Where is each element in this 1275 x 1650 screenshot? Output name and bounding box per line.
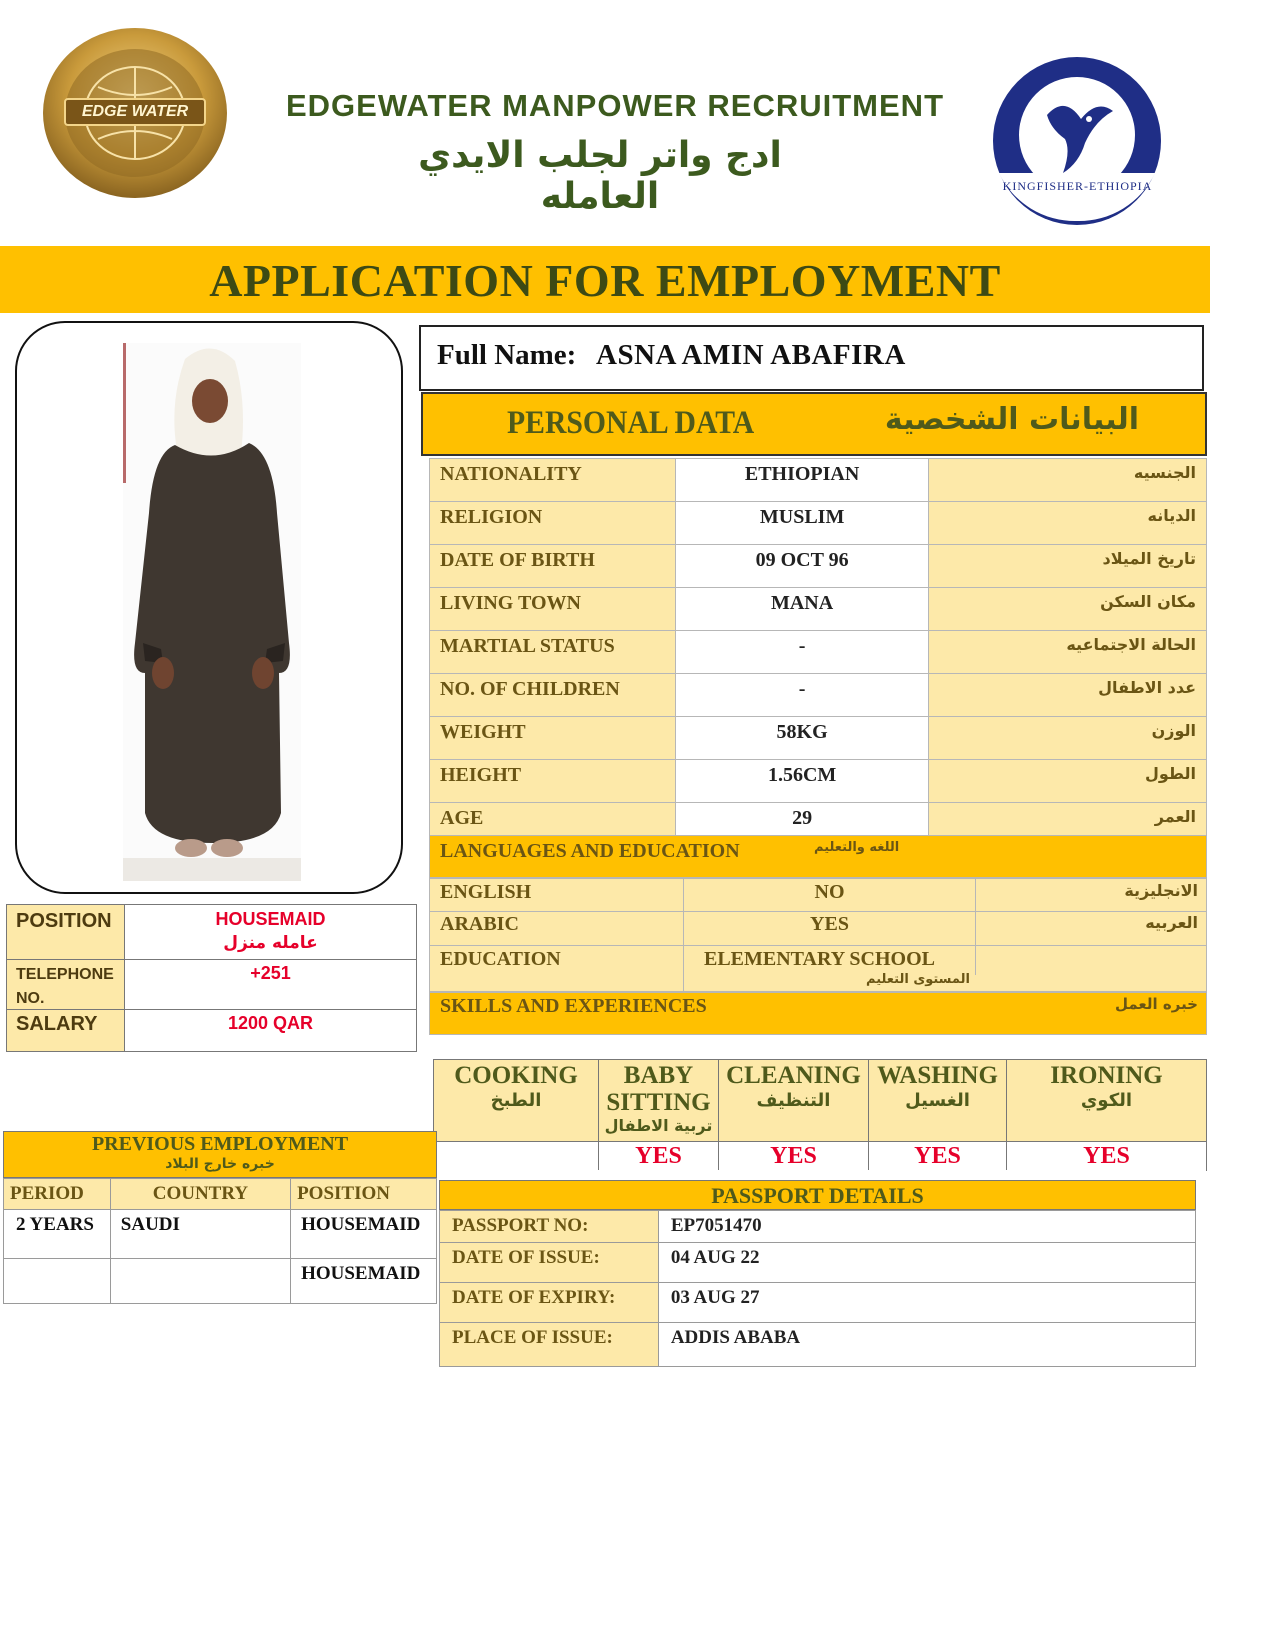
education-value: ELEMENTARY SCHOOL [704, 948, 935, 970]
company-name-ar: ادج واتر لجلب الايدي العامله [418, 135, 782, 217]
skill-washing-label: WASHING [877, 1062, 998, 1089]
skill-cleaning-value: YES [770, 1143, 817, 1169]
passport-table [439, 1210, 1196, 1367]
skill-cleaning [719, 1060, 868, 1111]
age-value: 29 [675, 803, 929, 846]
languages-title-en: LANGUAGES AND EDUCATION [440, 840, 740, 862]
table-row [430, 545, 1207, 588]
personal-data-table [429, 458, 1207, 846]
country-header: COUNTRY [110, 1179, 290, 1210]
living-town-value: MANA [675, 588, 929, 631]
children-label: NO. OF CHILDREN [430, 674, 676, 717]
religion-value: MUSLIM [675, 502, 929, 545]
weight-label: WEIGHT [430, 717, 676, 760]
skill-washing-value: YES [914, 1143, 961, 1169]
table-row [4, 1210, 437, 1259]
company-name-en: EDGEWATER MANPOWER RECRUITMENT [285, 88, 945, 123]
skills-title-en: SKILLS AND EXPERIENCES [440, 995, 707, 1017]
applicant-photo-frame [15, 321, 403, 894]
telephone-label: TELEPHONE NO. [16, 966, 114, 1007]
kingfisher-logo-bottom-text: KINGFISHER-ETHIOPIA [1002, 179, 1153, 193]
skill-cooking-label: COOKING [454, 1062, 578, 1089]
full-name-value: ASNA AMIN ABAFIRA [596, 339, 906, 371]
skill-cooking-label-ar: الطبخ [490, 1090, 542, 1111]
table-row [430, 588, 1207, 631]
arabic-label: ARABIC [440, 913, 519, 935]
english-value: NO [814, 881, 845, 903]
telephone-value: +251 [250, 963, 291, 983]
period-cell [4, 1259, 111, 1304]
passport-title: PASSPORT DETAILS [711, 1183, 924, 1208]
kingfisher-logo [985, 55, 1170, 227]
passport-no-label: PASSPORT NO: [440, 1211, 659, 1243]
table-row [440, 1211, 1196, 1243]
position-label: POSITION [16, 910, 112, 932]
passport-no-value: EP7051470 [658, 1211, 1195, 1243]
height-value: 1.56CM [675, 760, 929, 803]
skill-ironing-label-ar: الكوي [1080, 1090, 1133, 1111]
skill-baby-sitting [599, 1060, 718, 1135]
edgewater-logo [40, 25, 230, 200]
skills-grid [433, 1059, 1207, 1171]
skill-cooking [434, 1060, 598, 1111]
nationality-label: NATIONALITY [430, 459, 676, 502]
height-label-ar: الطول [929, 760, 1207, 803]
religion-label-ar: الديانه [929, 502, 1207, 545]
full-name-box [419, 325, 1204, 391]
table-row [430, 502, 1207, 545]
position-cell: HOUSEMAID [291, 1210, 437, 1259]
table-header-row [4, 1179, 437, 1210]
page-title: APPLICATION FOR EMPLOYMENT [209, 255, 1001, 306]
personal-data-header [421, 392, 1207, 456]
skill-ironing [1007, 1060, 1206, 1111]
table-row [430, 674, 1207, 717]
skill-baby-sitting-value: YES [635, 1143, 682, 1169]
languages-header [429, 835, 1207, 878]
title-bar [0, 246, 1210, 313]
english-label-ar: الانجليزية [1124, 881, 1198, 900]
languages-block [429, 878, 1207, 992]
previous-employment-table [3, 1178, 437, 1304]
skill-ironing-label: IRONING [1050, 1062, 1163, 1089]
table-row [440, 1323, 1196, 1367]
skills-title-ar: خبره العمل [1114, 995, 1198, 1013]
previous-employment-header [3, 1131, 437, 1178]
skill-washing-label-ar: الغسيل [905, 1090, 970, 1111]
education-label: EDUCATION [440, 948, 561, 970]
education-label-ar: المستوى التعليم [866, 972, 970, 987]
salary-label: SALARY [16, 1013, 98, 1035]
skill-ironing-value: YES [1083, 1143, 1130, 1169]
date-of-expiry-value: 03 AUG 27 [658, 1283, 1195, 1323]
place-of-issue-label: PLACE OF ISSUE: [440, 1323, 659, 1367]
passport-header [439, 1180, 1196, 1210]
marital-status-value: - [675, 631, 929, 674]
date-of-expiry-label: DATE OF EXPIRY: [440, 1283, 659, 1323]
table-row [430, 631, 1207, 674]
living-town-label-ar: مكان السكن [929, 588, 1207, 631]
skill-baby-sitting-label: BABY SITTING [606, 1062, 711, 1116]
skill-washing [869, 1060, 1006, 1111]
dob-label-ar: تاريخ الميلاد [929, 545, 1207, 588]
arabic-value: YES [810, 913, 849, 935]
religion-label: RELIGION [430, 502, 676, 545]
marital-status-label: MARTIAL STATUS [430, 631, 676, 674]
weight-value: 58KG [675, 717, 929, 760]
languages-title-ar: اللغه والتعليم [814, 840, 900, 855]
edgewater-logo-name: EDGE WATER [81, 103, 189, 120]
children-label-ar: عدد الاطفال [929, 674, 1207, 717]
marital-status-label-ar: الحالة الاجتماعيه [929, 631, 1207, 674]
table-row [440, 1243, 1196, 1283]
table-row [440, 1283, 1196, 1323]
skills-header [429, 992, 1207, 1035]
table-row [430, 760, 1207, 803]
dob-value: 09 OCT 96 [675, 545, 929, 588]
weight-label-ar: الوزن [929, 717, 1207, 760]
place-of-issue-value: ADDIS ABABA [658, 1323, 1195, 1367]
table-row [430, 459, 1207, 502]
skill-cleaning-label: CLEANING [726, 1062, 861, 1089]
dob-label: DATE OF BIRTH [430, 545, 676, 588]
height-label: HEIGHT [430, 760, 676, 803]
date-of-issue-label: DATE OF ISSUE: [440, 1243, 659, 1283]
nationality-label-ar: الجنسيه [929, 459, 1207, 502]
english-label: ENGLISH [440, 881, 532, 903]
position-header: POSITION [291, 1179, 437, 1210]
period-header: PERIOD [4, 1179, 111, 1210]
living-town-label: LIVING TOWN [430, 588, 676, 631]
arabic-label-ar: العربيه [1145, 913, 1198, 932]
full-name-label: Full Name: [437, 339, 577, 371]
applicant-photo [123, 343, 301, 881]
previous-employment-title-ar: خبره خارج البلاد [165, 1156, 275, 1172]
skill-cleaning-label-ar: التنظيف [756, 1090, 831, 1111]
position-value-ar: عامله منزل [223, 933, 318, 953]
skill-baby-sitting-label-ar: تربية الاطفال [604, 1116, 713, 1135]
country-cell [110, 1259, 290, 1304]
age-label-ar: العمر [929, 803, 1207, 846]
table-row [430, 717, 1207, 760]
personal-data-title-ar: البيانات الشخصية [884, 402, 1139, 437]
table-row [4, 1259, 437, 1304]
position-value: HOUSEMAID [215, 909, 326, 929]
salary-value: 1200 QAR [227, 1013, 314, 1033]
period-cell: 2 YEARS [4, 1210, 111, 1259]
position-cell: HOUSEMAID [291, 1259, 437, 1304]
nationality-value: ETHIOPIAN [675, 459, 929, 502]
job-info-table [6, 904, 417, 1052]
personal-data-title-en: PERSONAL DATA [507, 405, 755, 441]
age-label: AGE [430, 803, 676, 846]
country-cell: SAUDI [110, 1210, 290, 1259]
children-value: - [675, 674, 929, 717]
date-of-issue-value: 04 AUG 22 [658, 1243, 1195, 1283]
previous-employment-title-en: PREVIOUS EMPLOYMENT [91, 1133, 349, 1155]
